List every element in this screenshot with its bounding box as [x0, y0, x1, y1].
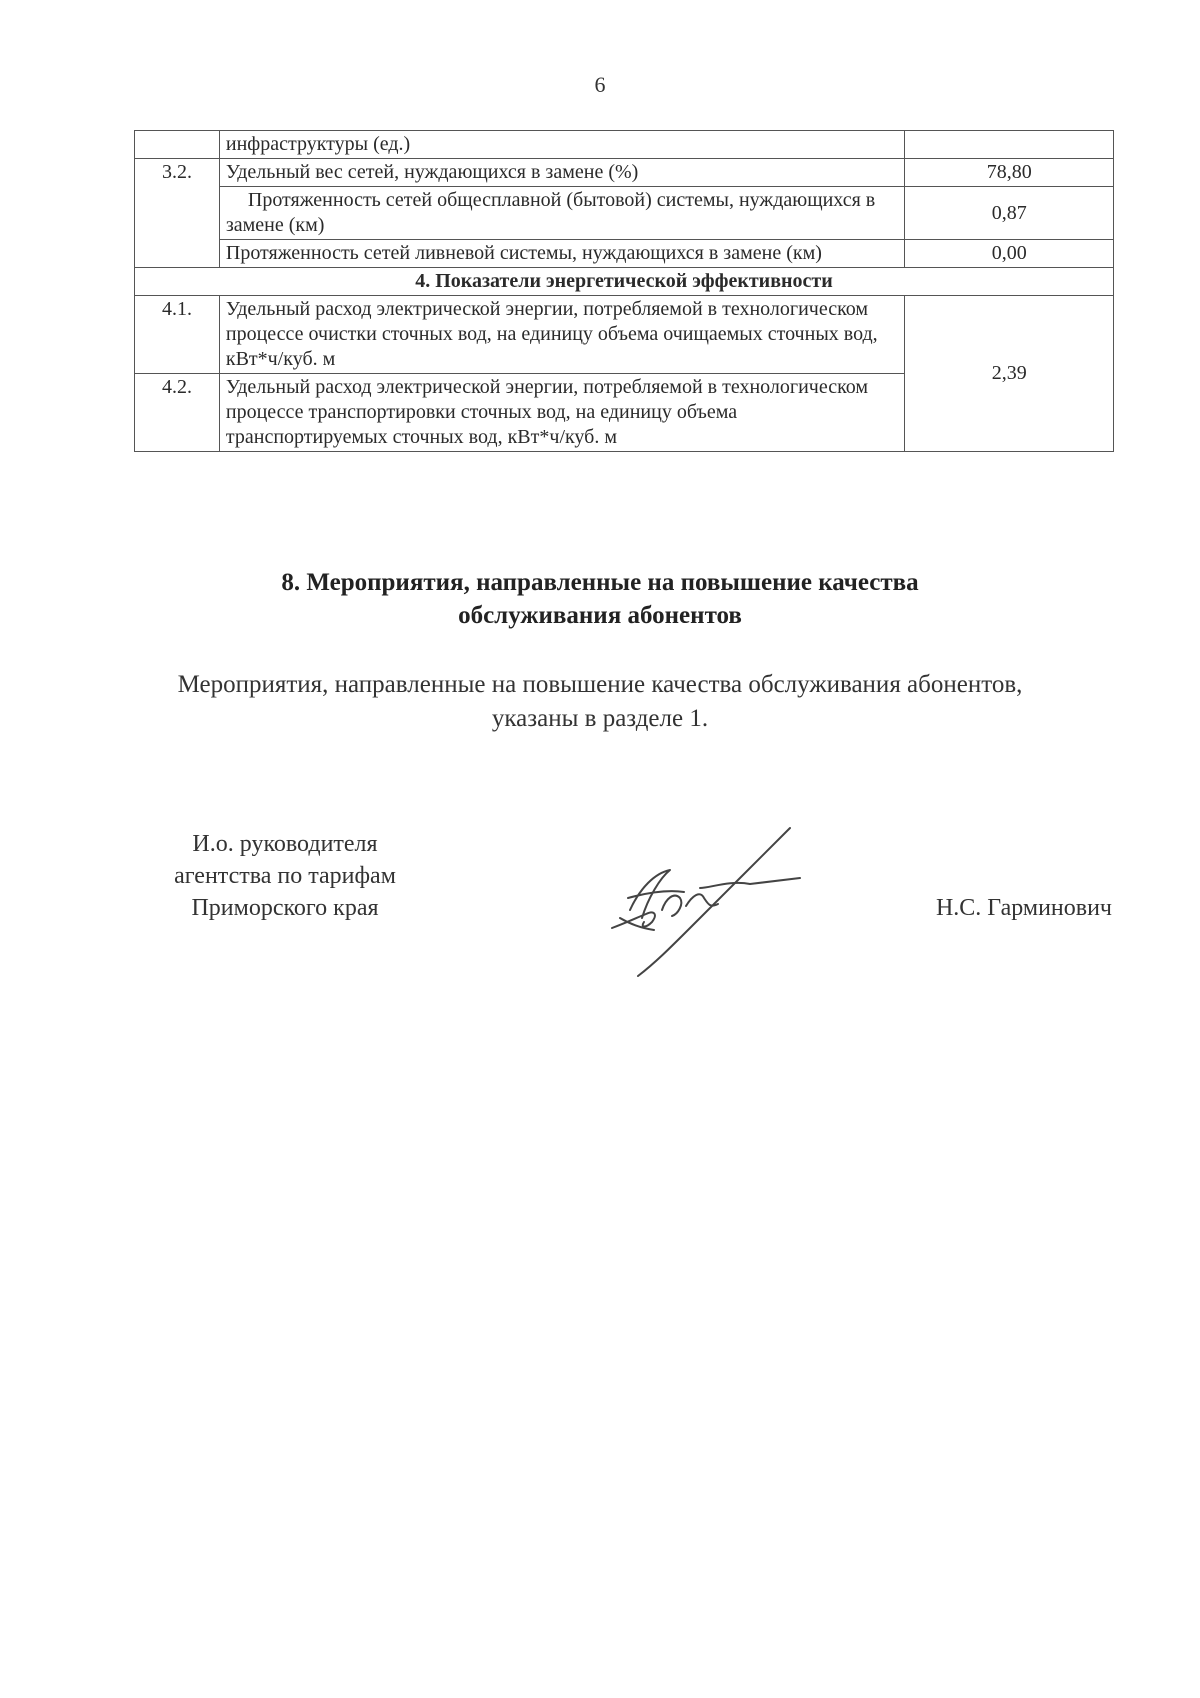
table-row — [135, 159, 1114, 187]
section-4-heading: 4. Показатели энергетической эффективности — [135, 268, 1114, 296]
table-row — [135, 240, 1114, 268]
section-8-title-line1: 8. Мероприятия, направленные на повышение качества — [281, 569, 919, 596]
page-number: 6 — [594, 72, 606, 97]
row-description: Удельный расход электрической энергии, потребляемой в технологическом процессе очистки сточных вод, на единицу объема очищаемых сточных вод, кВт*ч/куб. м — [219, 296, 905, 374]
row-value: 0,87 — [905, 187, 1114, 240]
table-row — [135, 187, 1114, 240]
table-row — [135, 296, 1114, 374]
signer-name: Н.С. Гарминович — [935, 895, 1112, 921]
row-description: инфраструктуры (ед.) — [219, 131, 905, 159]
row-value: 0,00 — [905, 240, 1114, 268]
signer-position-line3: Приморского края — [191, 895, 379, 921]
signer-position-line2: агентства по тарифам — [174, 863, 396, 889]
section-8-text-line1: Мероприятия, направленные на повышение качества обслуживания абонентов, — [177, 671, 1023, 698]
indicators-table — [134, 130, 1114, 452]
signer-position-line1: И.о. руководителя — [192, 831, 378, 857]
section-8-title-line2: обслуживания абонентов — [458, 602, 742, 629]
row-description: Протяженность сетей ливневой системы, нуждающихся в замене (км) — [219, 240, 905, 268]
table-row — [135, 131, 1114, 159]
table-section-row — [135, 268, 1114, 296]
row-description: Удельный расход электрической энергии, потребляемой в технологическом процессе транспортировки сточных вод, на единицу объема транспортируемых сточных вод, кВт*ч/куб. м — [219, 374, 905, 452]
section-8-title — [0, 566, 1200, 632]
signer-position — [140, 828, 430, 924]
section-8-text — [80, 668, 1120, 736]
row-description: Удельный вес сетей, нуждающихся в замене (%) — [219, 159, 905, 187]
row-number: 3.2. — [135, 159, 220, 268]
row-number: 4.2. — [135, 374, 220, 452]
row-number: 4.1. — [135, 296, 220, 374]
section-8-text-line2: указаны в разделе 1. — [491, 705, 709, 732]
row-value: 78,80 — [905, 159, 1114, 187]
row-description: Протяженность сетей общесплавной (бытовой) системы, нуждающихся в замене (км) — [219, 187, 905, 240]
row-number — [135, 131, 220, 159]
handwritten-signature — [600, 818, 810, 978]
energy-value: 2,39 — [905, 296, 1114, 452]
row-value — [905, 131, 1114, 159]
